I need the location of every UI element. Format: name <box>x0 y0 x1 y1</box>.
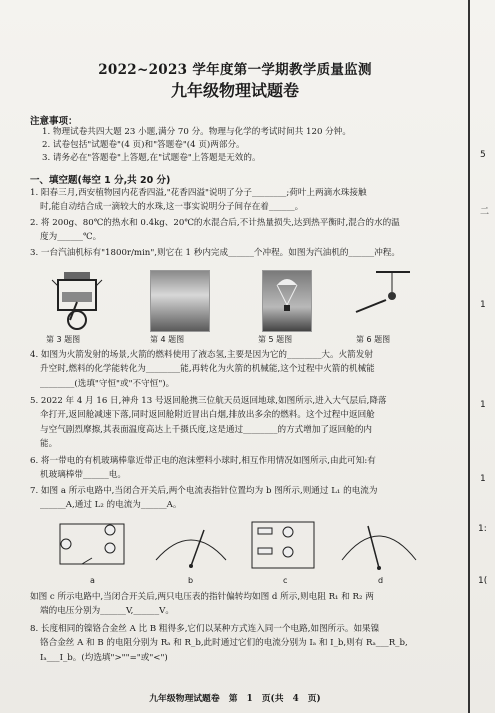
page-footer <box>0 691 470 704</box>
section-heading: 一、填空题(每空 1 分,共 20 分) <box>30 175 171 186</box>
note-item: 1. 物理试卷共四大题 23 小题,满分 70 分。物理与化学的考试时间共 120 分钟。 <box>42 127 351 137</box>
note-item: 3. 请务必在"答题卷"上答题,在"试题卷"上答题是无效的。 <box>42 153 261 163</box>
capsule-parachute-photo <box>262 270 312 332</box>
margin-mark: 1( <box>478 576 488 586</box>
question-line: 6. 将一带电的有机玻璃棒靠近带正电的泡沫塑料小球时,相互作用情况如图所示,由此可知:有 <box>30 456 376 466</box>
margin-mark: 二 <box>480 207 490 217</box>
question-line: 8. 长度相同的镍铬合金丝 A 比 B 粗得多,它们以某种方式连入同一个电路,如图所示。如果镍 <box>30 624 380 634</box>
circuit-a-figure <box>52 516 132 576</box>
question-line: 铬合金丝 A 和 B 的电阻分别为 Rₐ 和 R_b,此时通过它们的电流分别为 Iₐ 和 I_b,则有 Rₐ___R_b, <box>40 638 408 649</box>
figure-caption: 第 4 题图 <box>150 335 185 344</box>
binding-line <box>468 0 470 713</box>
exam-title: 九年级物理试题卷 <box>170 81 299 100</box>
question-line: 与空气剧烈摩擦,其表面温度高达上千摄氏度,这是通过________的方式增加了返回舱的内 <box>40 424 373 435</box>
figure-caption: 第 5 题图 <box>258 335 293 344</box>
circuit-label: b <box>188 576 194 585</box>
question-6 <box>30 454 455 483</box>
question-line: 如图 c 所示电路中,当闭合开关后,两只电压表的指针偏转均如图 d 所示,则电阻 R₁ 和 R₂ 两 <box>30 592 374 602</box>
question-3 <box>30 246 455 260</box>
figure-caption: 第 3 题图 <box>46 335 81 344</box>
margin-mark: 5 <box>480 150 486 160</box>
question-line: 度为______℃。 <box>40 232 102 243</box>
question-line: 能。 <box>40 439 58 450</box>
question-line: 3. 一台汽油机标有"1800r/min",则它在 1 秒内完成______个冲程。如图为汽油机的______冲程。 <box>30 248 400 258</box>
question-line: 时,能自动结合成一滴较大的水珠,这一事实说明分子间存在着______。 <box>40 202 304 213</box>
notes-heading: 注意事项： <box>30 116 78 127</box>
page-number: 第 1 页(共 4 页) <box>228 694 321 704</box>
question-line: 7. 如图 a 所示电路中,当闭合开关后,两个电流表指针位置均为 b 图所示,则通过 L₁ 的电流为 <box>30 486 378 496</box>
question-line: 1. 阳春三月,西安植物园内花香四溢,"花香四溢"说明了分子________;荷叶上两滴水珠接触 <box>30 188 367 198</box>
question-line: 机玻璃棒带______电。 <box>40 470 126 481</box>
margin-mark: 1 <box>480 300 486 310</box>
question-7 <box>30 484 455 513</box>
engine-cylinder-figure <box>44 268 110 330</box>
circuit-c-figure <box>248 516 318 576</box>
exam-title-line1: 2022~2023 学年度第一学期教学质量监测 <box>98 62 372 78</box>
question-2 <box>30 216 455 245</box>
voltmeter-dial-d <box>334 512 424 576</box>
question-line: 伞打开,返回舱减速下落,同时返回舱附近冒出白烟,排放出多余的燃料。这个过程中返回舱 <box>40 410 375 421</box>
margin-mark: 1 <box>480 474 486 484</box>
circuit-label: c <box>283 576 288 585</box>
question-line: 2. 将 200g、80℃的热水和 0.4kg、20℃的水混合后,不计热量损失,达到热平衡时,混合的水的温 <box>30 218 400 228</box>
question-4 <box>30 348 455 391</box>
question-8 <box>30 622 455 665</box>
question-line: Iₐ___I_b。(均选填">""="或"<") <box>40 652 168 663</box>
figure-caption: 第 6 题图 <box>356 335 391 344</box>
question-line: 5. 2022 年 4 月 16 日,神舟 13 号返回舱携三位航天员返回地球,如图所示,进入大气层后,降落 <box>30 396 387 406</box>
footer-title: 九年级物理试题卷 <box>149 694 220 704</box>
question-line: 升空时,燃料的化学能转化为________能,再转化为火箭的机械能,这个过程中火箭的机械能 <box>40 364 375 375</box>
question-line: 4. 如图为火箭发射的场景,火箭的燃料使用了液态氢,主要是因为它的________大。火箭发射 <box>30 350 373 360</box>
note-item: 2. 试卷包括"试题卷"(4 页)和"答题卷"(4 页)两部分。 <box>42 140 245 150</box>
charged-ball-figure <box>346 268 416 330</box>
circuit-label: a <box>90 576 95 585</box>
ammeter-dial-b <box>148 516 234 572</box>
question-7-continued <box>30 590 455 619</box>
margin-mark: 1: <box>478 524 487 534</box>
circuit-label: d <box>378 576 384 585</box>
question-5 <box>30 394 455 452</box>
question-1 <box>30 186 455 215</box>
question-line: ______A,通过 L₂ 的电流为______A。 <box>40 500 182 511</box>
margin-mark: 1 <box>480 400 486 410</box>
question-line: 端的电压分别为______V,______V。 <box>40 606 174 617</box>
question-line: ________(选填"守恒"或"不守恒")。 <box>40 378 175 389</box>
rocket-launch-photo <box>150 270 210 332</box>
